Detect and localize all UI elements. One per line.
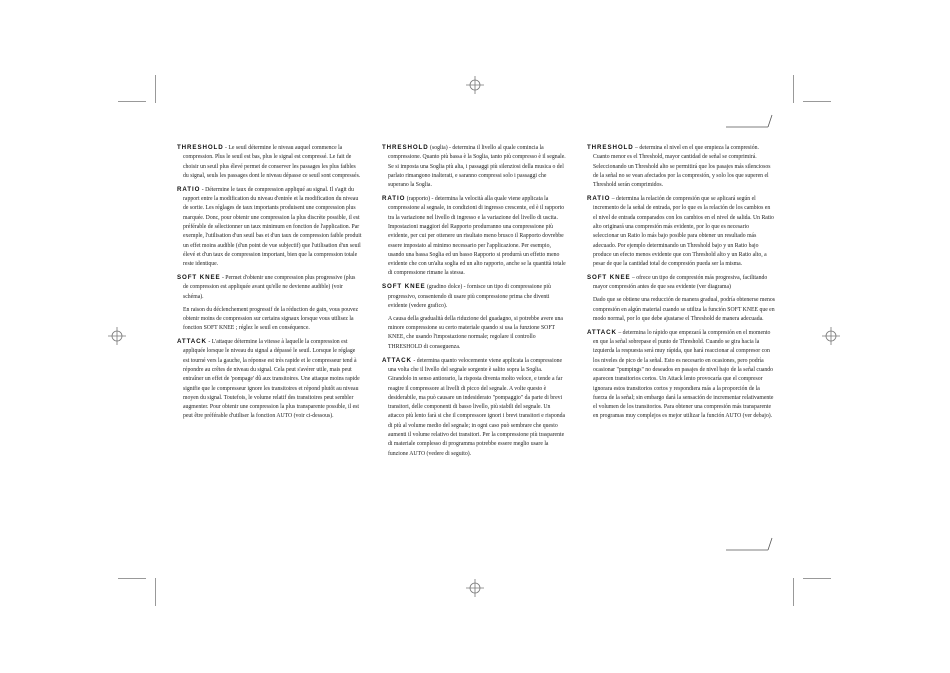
column-french (177, 143, 362, 425)
soft-knee-entry (382, 282, 567, 311)
term-label: THRESHOLD (587, 144, 634, 151)
soft-knee-note: A causa della gradualità della riduzione del guadagno, si potrebbe avere una minore compressione su certo materiale quando si usa la funzione SOFT KNEE, che usando l'impostazione normale; regolare il controllo THRESHOLD di conseguenza. (388, 315, 563, 350)
term-label: SOFT KNEE (382, 283, 426, 291)
term-label: THRESHOLD (177, 144, 224, 151)
entry-text: - Détermine le taux de compression appliqué au signal. Il s'agit du rapport entre la modification du niveau d'entrée et la modification du niveau de sortie. Les réglages de taux importants produisent une compression plus marquée. Donc, pour obtenir une compression la plus discrète possible, il est préférable de sélectionner un taux minimum en fonction de l'application. Par exemple, l'utilisation d'un seuil bas et d'un taux de compression faible produit un effet moins audible (d'un point de vue subjectif) que l'utilisation d'un seuil élevé et d'un taux de compression important, bien que la compression totale reste identique. (183, 186, 362, 268)
crop-mark (155, 578, 156, 606)
entry-text: (rapporto) - determina la velocità alla quale viene applicata la compressione al segnale, in condizioni di ingresso crescente, ed è il rapporto tra la variazione nel livello di ingresso e la variazione del livello di uscita. Impostazioni maggiori del Rapporto produrranno una compressione più evidente, per cui per ottenere un risultato meno brusco il Rapporto dovrebbe essere impostato al minimo necessario per l'applicazione. Per esempio, usando una bassa Soglia ed un basso Rapporto si produrrà un effetto meno evidente che con un'alta soglia ed un alto rapporto, anche se la quantità totale di compressione rimane la stessa. (388, 196, 566, 277)
term-label: SOFT KNEE (587, 274, 631, 282)
crop-mark (118, 101, 146, 102)
attack-entry (382, 356, 567, 459)
ratio-entry (382, 194, 567, 279)
threshold-entry (587, 143, 775, 190)
registration-mark-icon (108, 327, 126, 345)
soft-knee-note: En raison du déclenchement progressif de la réduction de gain, vous pouvez obtenir moins de compression sur certains signaux lorsque vous utilisez la fonction SOFT KNEE ; réglez le seuil en conséquence. (183, 306, 358, 332)
term-label: RATIO (587, 195, 611, 203)
attack-entry (177, 337, 362, 422)
crop-mark (793, 578, 794, 606)
page-corner-mark (726, 113, 774, 134)
entry-text: – determina el nivel en el que empieza la compresión. Cuanto menor es el Threshold, mayor cantidad de señal se comprimirá. Seleccionando un Threshold alto se permitirá que los pasajes más silenciosos de la señal no se vean afectados por la compresión, y solo los que superen el Threshold serán comprimidos. (593, 145, 771, 189)
ratio-entry (177, 185, 362, 270)
column-spanish (587, 143, 775, 425)
attack-entry (587, 328, 775, 422)
entry-text: – ofrece un tipo de compresión más progresiva, facilitando mayor compresión antes de que sea evidente (ver diagrama) (593, 275, 768, 291)
registration-mark-icon (466, 76, 484, 94)
term-label: ATTACK (177, 338, 207, 346)
entry-text: - Permet d'obtenir une compression plus progressive (plus de compression est appliquée avant qu'elle ne devienne audible) (voir schéma). (183, 275, 356, 300)
entry-text: - determina quanto velocemente viene applicata la compressione una volta che il livello del segnale sorgente è salito sopra la Soglia. Girandolo in senso antiorario, la risposta diventa molto veloce, e tende a far reagire il compressore ai livelli di picco del segnale. A volte questo è desiderabile, ma può causare un indesiderato "pompaggio" da parte di brevi transitori, delle componenti di basso livello, più stabili del segnale. Un attacco più lento farà si che il compressore ignori i brevi transitori e risponda di più al volume medio del segnale; in ogni caso può sembrare che questo aumenti il volume relativo dei transitori. Per la compressione più trasparente di materiale complesso di programma potrebbe essere meglio usare la funzione AUTO (vedere di seguito). (388, 357, 566, 457)
soft-knee-entry (587, 273, 775, 293)
term-label: RATIO (382, 195, 406, 203)
registration-mark-icon (466, 579, 484, 597)
ratio-entry (587, 194, 775, 269)
crop-mark (118, 578, 146, 579)
entry-text: – determina la relación de compresión que se aplicará según el incremento de la señal de entrada, por lo que es la relación de los cambios en el nivel de entrada comparados con los cambios en el nivel de salida. Un Ratio alto originará una compresión más evidente, por lo que es necesario seleccionar un Ratio lo más bajo posible para obtener un resultado más adecuado. Por ejemplo determinando un Threshold bajo y un Ratio bajo produce un efecto menos evidente que con Threshold alto y un Ratio alto, a pesar de que la cantidad total de compresión pueda ser la misma. (593, 196, 774, 268)
entry-text: (soglia) - determina il livello al quale comincia la compressione. Quanto più bassa è la Soglia, tanto più compresso è il segnale. Se si imposta una Soglia più alta, i passaggi più silenziosi della musica o del parlato rimangono inalterati, e saranno compressi solo i passaggi che superano la Soglia. (388, 145, 566, 189)
column-italian (382, 143, 567, 462)
page-corner-mark (726, 536, 774, 557)
registration-mark-icon (822, 327, 840, 345)
crop-mark (155, 75, 156, 103)
soft-knee-note: Dado que se obtiene una reducción de manera gradual, podría obtenerse menos compresión en algún material cuando se utiliza la función SOFT KNEE que en modo normal, por lo que debe ajustarse el Threshold de manera adecuada. (593, 297, 776, 322)
threshold-entry (382, 143, 567, 190)
entry-text: - Le seuil détermine le niveau auquel commence la compression. Plus le seuil est bas, plus le signal est compressé. Le fait de choisir un seuil plus élevé permet de conserver les passages les plus faibles du signal, seuls les passages dont le niveau dépasse ce seuil sont compressés. (183, 145, 361, 179)
entry-text: (gradino dolce) - fornisce un tipo di compressione più progressivo, consentendo di usare più compressione prima che diventi evidente (vedere grafico). (388, 284, 551, 309)
threshold-entry (177, 143, 362, 181)
term-label: SOFT KNEE (177, 274, 221, 282)
crop-mark (803, 578, 831, 579)
term-label: ATTACK (587, 328, 617, 336)
term-label: RATIO (177, 185, 201, 193)
entry-text: – determina lo rápido que empezará la compresión en el momento en que la señal sobrepase el punto de Threshold. Cuando se gira hacia la izquierda la respuesta será muy rápida, que hará reaccionar al compresor con los niveles de pico de la señal. Esto es necesario en ocasiones, pero podría ocasionar "pumpings" no deseados en pasajes de nivel bajo de la señal cuando aparecen transitorios cortos. Un Attack lento provocaría que el compresor ignorara estos transitorios cortos y respondiera más a la proporción de la fuerza de la señal; sin embargo dará la sensación de incrementar relativamente el volumen de los transitorios. Para obtener una compresión más transparente en programas muy complejos es mejor utilizar la función AUTO (ver debajo). (593, 329, 774, 420)
soft-knee-entry (177, 273, 362, 302)
crop-mark (793, 75, 794, 103)
term-label: ATTACK (382, 356, 412, 364)
entry-text: - L'attaque détermine la vitesse à laquelle la compression est appliquée lorsque le niveau du signal a dépassé le seuil. Lorsque le réglage est tourné vers la gauche, la réponse est très rapide et le compresseur tend à répondre au crêtes de niveau du signal. Cela peut s'avérer utile, mais peut entraîner un effet de 'pompage' dû aux transitoires. Une attaque moins rapide signifie que le compresseur ignore les transitoires et répond plutôt au niveau moyen du signal. Toutefois, le volume relatif des transitoires peut sembler augmenter. Pour obtenir une compression la plus transparente possible, il est peut être préférable d'utiliser la fonction AUTO (voir ci-dessous). (183, 339, 360, 420)
crop-mark (803, 101, 831, 102)
term-label: THRESHOLD (382, 144, 429, 151)
